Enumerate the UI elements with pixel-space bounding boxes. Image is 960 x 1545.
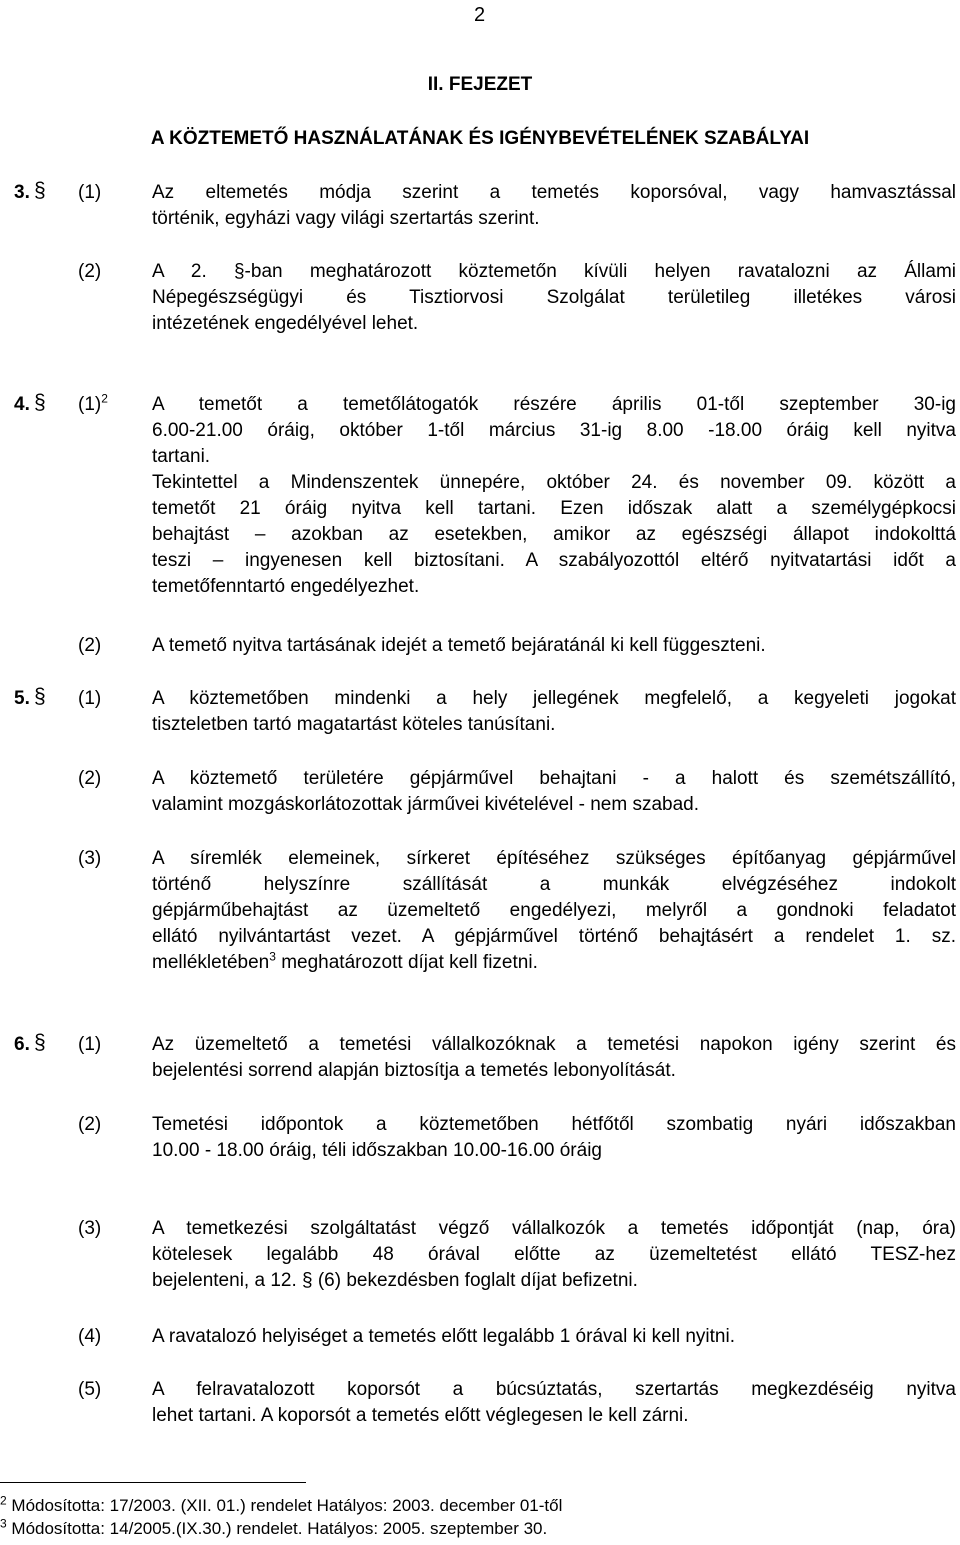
subsection-6-2-text	[152, 1112, 956, 1164]
text-line: Az eltemetés módja szerint a temetés koporsóval, vagy hamvasztással	[152, 182, 956, 203]
text-line: 10.00 - 18.00 óráig, téli időszakban 10.00-16.00 óráig	[152, 1140, 602, 1161]
text-line: történik, egyházi vagy világi szertartás szerint.	[152, 208, 540, 229]
text-line: intézetének engedélyével lehet.	[152, 313, 419, 334]
subsection-6-3-number: (3)	[78, 1218, 102, 1239]
text-line: Temetési időpontok a köztemetőben hétfőtől szombatig nyári időszakban	[152, 1114, 956, 1135]
footnote-3	[0, 1516, 548, 1539]
subsection-number: (1)	[78, 394, 102, 415]
text-line: A ravatalozó helyiséget a temetés előtt legalább 1 órával ki kell nyitni.	[152, 1326, 735, 1347]
footnote-ref-3[interactable]: 3	[269, 949, 276, 964]
footnote-mark: 3	[0, 1516, 7, 1531]
text-line: A temető nyitva tartásának idejét a temető bejáratánál ki kell függeszteni.	[152, 635, 766, 656]
page-number: 2	[474, 4, 486, 26]
text-line: A felravatalozott koporsót a búcsúztatás, szertartás megkezdéséig nyitva	[152, 1379, 956, 1400]
text-line: temetőfenntartó engedélyezhet.	[152, 576, 420, 597]
subsection-5-2-text	[152, 766, 956, 818]
text-line: bejelenteni, a 12. § (6) bekezdésben foglalt díjat befizetni.	[152, 1270, 638, 1291]
subsection-4-2-number: (2)	[78, 635, 102, 656]
subsection-5-1-text	[152, 686, 956, 738]
section-number-5: 5.	[14, 688, 30, 709]
subsection-3-1-text	[152, 180, 956, 232]
text-line: tiszteletben tartó magatartást köteles tanúsítani.	[152, 714, 556, 735]
text-line: Az üzemeltető a temetési vállalkozóknak a temetési napokon igény szerint és	[152, 1034, 956, 1055]
text-line: ellátó nyilvántartást vezet. A gépjárművel történő behajtásért a rendelet 1. sz.	[152, 926, 956, 947]
subsection-6-5-text	[152, 1377, 956, 1429]
subsection-6-2-number: (2)	[78, 1114, 102, 1135]
chapter-number: II. FEJEZET	[427, 74, 533, 95]
section-number-3: 3.	[14, 182, 30, 203]
paragraph-sign-6: §	[34, 1031, 46, 1054]
subsection-3-2-number: (2)	[78, 261, 102, 282]
subsection-5-1-number: (1)	[78, 688, 102, 709]
subsection-4-2-text	[152, 633, 956, 659]
section-number-4: 4.	[14, 394, 30, 415]
footnote-text: Módosította: 17/2003. (XII. 01.) rendelet Hatályos: 2003. december 01-től	[6, 1496, 563, 1515]
chapter-title: A KÖZTEMETŐ HASZNÁLATÁNAK ÉS IGÉNYBEVÉTELÉNEK SZABÁLYAI	[150, 128, 810, 149]
text-line: behajtást – azokban az esetekben, amikor az egészségi állapot indokolttá	[152, 524, 956, 545]
footnote-text: Módosította: 14/2005.(IX.30.) rendelet. Hatályos: 2005. szeptember 30.	[6, 1519, 548, 1538]
text-line: A temetkezési szolgáltatást végző vállalkozók a temetés időpontját (nap, óra)	[152, 1218, 956, 1239]
footnote-2	[0, 1493, 563, 1516]
subsection-6-1-text	[152, 1032, 956, 1084]
footnote-separator	[0, 1482, 306, 1483]
subsection-4-1-text	[152, 392, 956, 600]
text-line: Népegészségügyi és Tisztiorvosi Szolgálat területileg illetékes városi	[152, 287, 956, 308]
footnote-ref-2[interactable]: 2	[101, 391, 108, 406]
text-line: A 2. §-ban meghatározott köztemetőn kívüli helyen ravatalozni az Állami	[152, 261, 956, 282]
subsection-5-3-text	[152, 846, 956, 976]
subsection-4-1-number	[78, 392, 108, 418]
text-line: kötelesek legalább 48 órával előtte az üzemeltetést ellátó TESZ-hez	[152, 1244, 956, 1265]
paragraph-sign-5: §	[34, 685, 46, 708]
text-line: Tekintettel a Mindenszentek ünnepére, október 24. és november 09. között a	[152, 472, 956, 493]
paragraph-sign-3: §	[34, 179, 46, 202]
subsection-5-2-number: (2)	[78, 768, 102, 789]
text-segment: meghatározott díjat kell fizetni.	[275, 952, 538, 973]
text-line: lehet tartani. A koporsót a temetés előtt véglegesen le kell zárni.	[152, 1405, 689, 1426]
text-line: tartani.	[152, 446, 211, 467]
footnote-mark: 2	[0, 1493, 7, 1508]
subsection-6-4-number: (4)	[78, 1326, 102, 1347]
text-line: A köztemetőben mindenki a hely jellegének megfelelő, a kegyeleti jogokat	[152, 688, 956, 709]
text-segment: mellékletében	[152, 952, 270, 973]
subsection-6-1-number: (1)	[78, 1034, 102, 1055]
text-line: A köztemető területére gépjárművel behajtani - a halott és szemétszállító,	[152, 768, 956, 789]
subsection-5-3-number: (3)	[78, 848, 102, 869]
text-line: teszi – ingyenesen kell biztosítani. A szabályozottól eltérő nyitvatartási időt a	[152, 550, 956, 571]
subsection-6-5-number: (5)	[78, 1379, 102, 1400]
text-line: történő helyszínre szállítását a munkák elvégzéséhez indokolt	[152, 874, 956, 895]
text-line: gépjárműbehajtást az üzemeltető engedélyezi, melyről a gondnoki feladatot	[152, 900, 956, 921]
text-line: bejelentési sorrend alapján biztosítja a temetés lebonyolítását.	[152, 1060, 676, 1081]
paragraph-sign-4: §	[34, 391, 46, 414]
text-line: 6.00-21.00 óráig, október 1-től március 31-ig 8.00 -18.00 óráig kell nyitva	[152, 420, 956, 441]
text-line	[152, 950, 956, 976]
text-line: temetőt 21 óráig nyitva kell tartani. Ezen időszak alatt a személygépkocsi	[152, 498, 956, 519]
text-line: valamint mozgáskorlátozottak járművei kivételével - nem szabad.	[152, 794, 700, 815]
subsection-6-3-text	[152, 1216, 956, 1294]
subsection-3-2-text	[152, 259, 956, 337]
section-number-6: 6.	[14, 1034, 30, 1055]
text-line: A síremlék elemeinek, sírkeret építéséhez szükséges építőanyag gépjárművel	[152, 848, 956, 869]
text-line: A temetőt a temetőlátogatók részére április 01-től szeptember 30-ig	[152, 394, 956, 415]
subsection-6-4-text	[152, 1324, 956, 1350]
subsection-3-1-number: (1)	[78, 182, 102, 203]
